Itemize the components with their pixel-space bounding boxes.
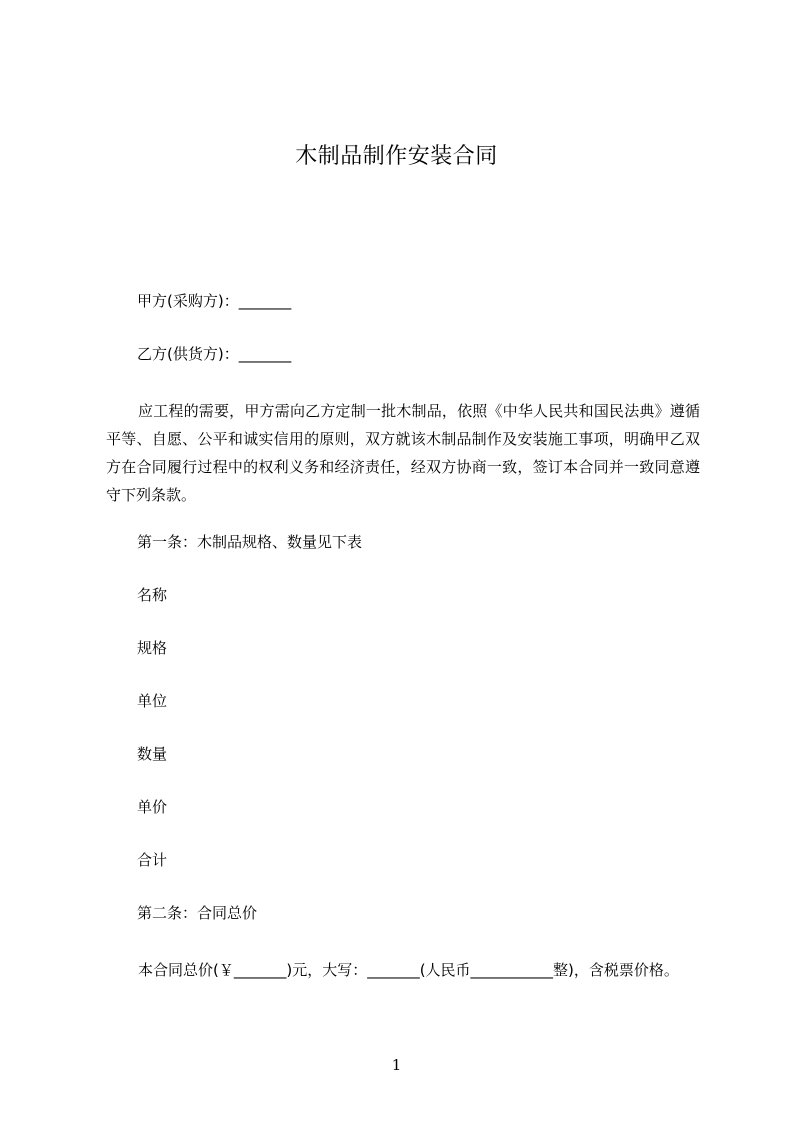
table-field-spec: 规格 xyxy=(137,639,168,657)
table-field-name: 名称 xyxy=(137,586,168,604)
party-a-line: 甲方(采购方)：_______ xyxy=(137,292,292,310)
article-2-paragraph: 本合同总价(￥_______)元，大写：_______(人民币___________整)，含税票价格。 xyxy=(138,961,679,979)
party-b-line: 乙方(供货方)：_______ xyxy=(137,345,292,363)
table-field-quantity: 数量 xyxy=(137,745,168,763)
page-number: 1 xyxy=(391,1056,402,1074)
preamble-paragraph: 应工程的需要，甲方需向乙方定制一批木制品，依照《中华人民共和国民法典》遵循平等、自愿、公平和诚实信用的原则，双方就该木制品制作及安装施工事项，明确甲乙双方在合同履行过程中的权利义务和经济责任，经双方协商一致，签订本合同并一致同意遵守下列条款。 xyxy=(106,402,700,504)
table-field-total: 合计 xyxy=(137,851,168,869)
article-1-heading: 第一条：木制品规格、数量见下表 xyxy=(137,533,363,551)
table-field-unit: 单位 xyxy=(137,692,168,710)
document-title: 木制品制作安装合同 xyxy=(295,144,498,169)
article-2-heading: 第二条：合同总价 xyxy=(137,904,258,922)
table-field-unit-price: 单价 xyxy=(137,798,168,816)
